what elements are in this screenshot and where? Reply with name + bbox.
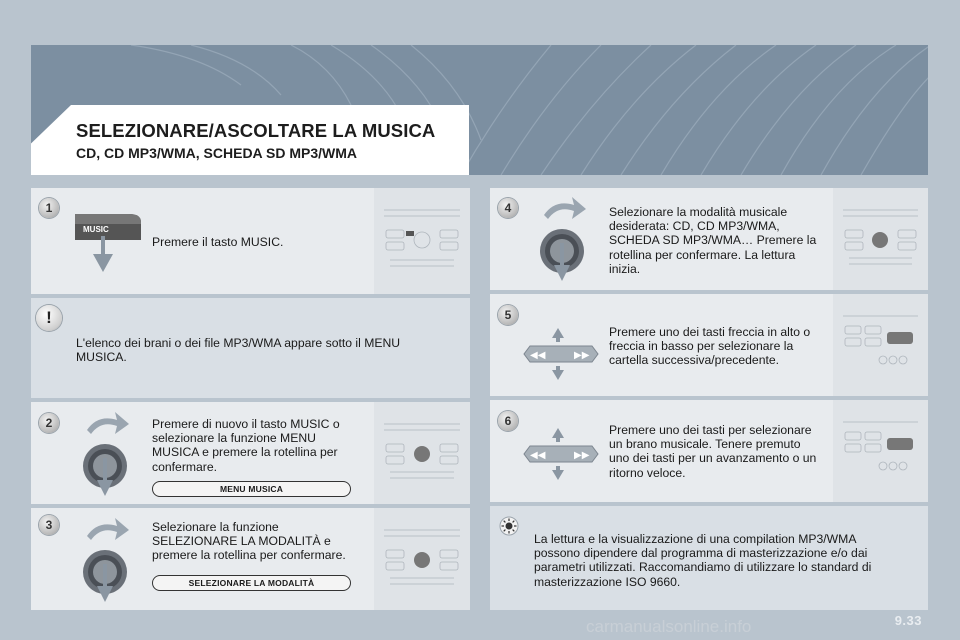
step-5-text: Premere uno dei tasti freccia in alto o freccia in basso per selezionare la cartella successiva/precedente. (609, 325, 811, 368)
step-3-badge: 3 (39, 515, 59, 535)
radio-unit-icon (839, 416, 922, 486)
radio-unit-icon (380, 418, 464, 488)
radio-panel-image (833, 294, 928, 396)
music-button-icon (73, 210, 143, 276)
radio-unit-icon (380, 524, 464, 594)
radio-panel-image (374, 402, 470, 504)
svg-text:▶▶: ▶▶ (574, 450, 590, 461)
tip-text: La lettura e la visualizzazione di una compilation MP3/WMA possono dipendere dal programma di masterizzazione e/o dai parametri utilizzati. Raccomandiamo di utilizzare lo standard di masterizzazione ISO 9660. (534, 532, 872, 589)
warning-text: L'elenco dei brani o dei file MP3/WMA appare sotto il MENU MUSICA. (76, 336, 401, 365)
arrow-keys-icon (522, 424, 602, 484)
radio-unit-icon (839, 310, 922, 380)
step-3-text: Selezionare la funzione SELEZIONARE LA MODALITÀ e premere la rotellina per confermare. (152, 520, 346, 563)
step-2-text: Premere di nuovo il tasto MUSIC o selezionare la funzione MENU MUSICA e premere la rotellina per confermare. (152, 417, 340, 474)
step-2-badge: 2 (39, 413, 59, 433)
radio-unit-icon (839, 204, 922, 274)
lightbulb-icon (499, 516, 519, 536)
step-4-text: Selezionare la modalità musicale desiderata: CD, CD MP3/WMA, SCHEDA SD MP3/WMA… Premere la rotellina per confermare. La lettura inizia. (609, 205, 817, 276)
warning-icon: ! (36, 305, 62, 331)
step-6-badge: 6 (498, 411, 518, 431)
selezionare-modalita-label: SELEZIONARE LA MODALITÀ (152, 575, 351, 591)
step-5-badge: 5 (498, 305, 518, 325)
radio-panel-image (374, 508, 470, 610)
arrow-keys-icon (522, 324, 602, 384)
step-1-text: Premere il tasto MUSIC. (152, 235, 284, 249)
radio-unit-icon (380, 204, 464, 278)
radio-panel-image (833, 188, 928, 290)
menu-musica-label: MENU MUSICA (152, 481, 351, 497)
svg-text:▶▶: ▶▶ (574, 350, 590, 361)
music-button-label: MUSIC (83, 225, 109, 234)
rotary-dial-icon (530, 195, 600, 285)
svg-text:◀◀: ◀◀ (530, 350, 546, 361)
svg-text:◀◀: ◀◀ (530, 450, 546, 461)
step-6-text: Premere uno dei tasti per selezionare un brano musicale. Tenere premuto uno dei tasti per un avanzamento o un ritorno veloce. (609, 423, 817, 480)
page-title: SELEZIONARE/ASCOLTARE LA MUSICA (76, 120, 436, 141)
rotary-dial-icon (73, 516, 143, 606)
step-1-badge: 1 (39, 198, 59, 218)
radio-panel-image (374, 188, 470, 294)
radio-panel-image (833, 400, 928, 502)
step-4-badge: 4 (498, 198, 518, 218)
page-number: 9.33 (894, 613, 922, 628)
rotary-dial-icon (73, 410, 143, 500)
watermark: carmanualsonline.info (586, 617, 752, 636)
page-subtitle: CD, CD MP3/WMA, SCHEDA SD MP3/WMA (76, 145, 358, 161)
